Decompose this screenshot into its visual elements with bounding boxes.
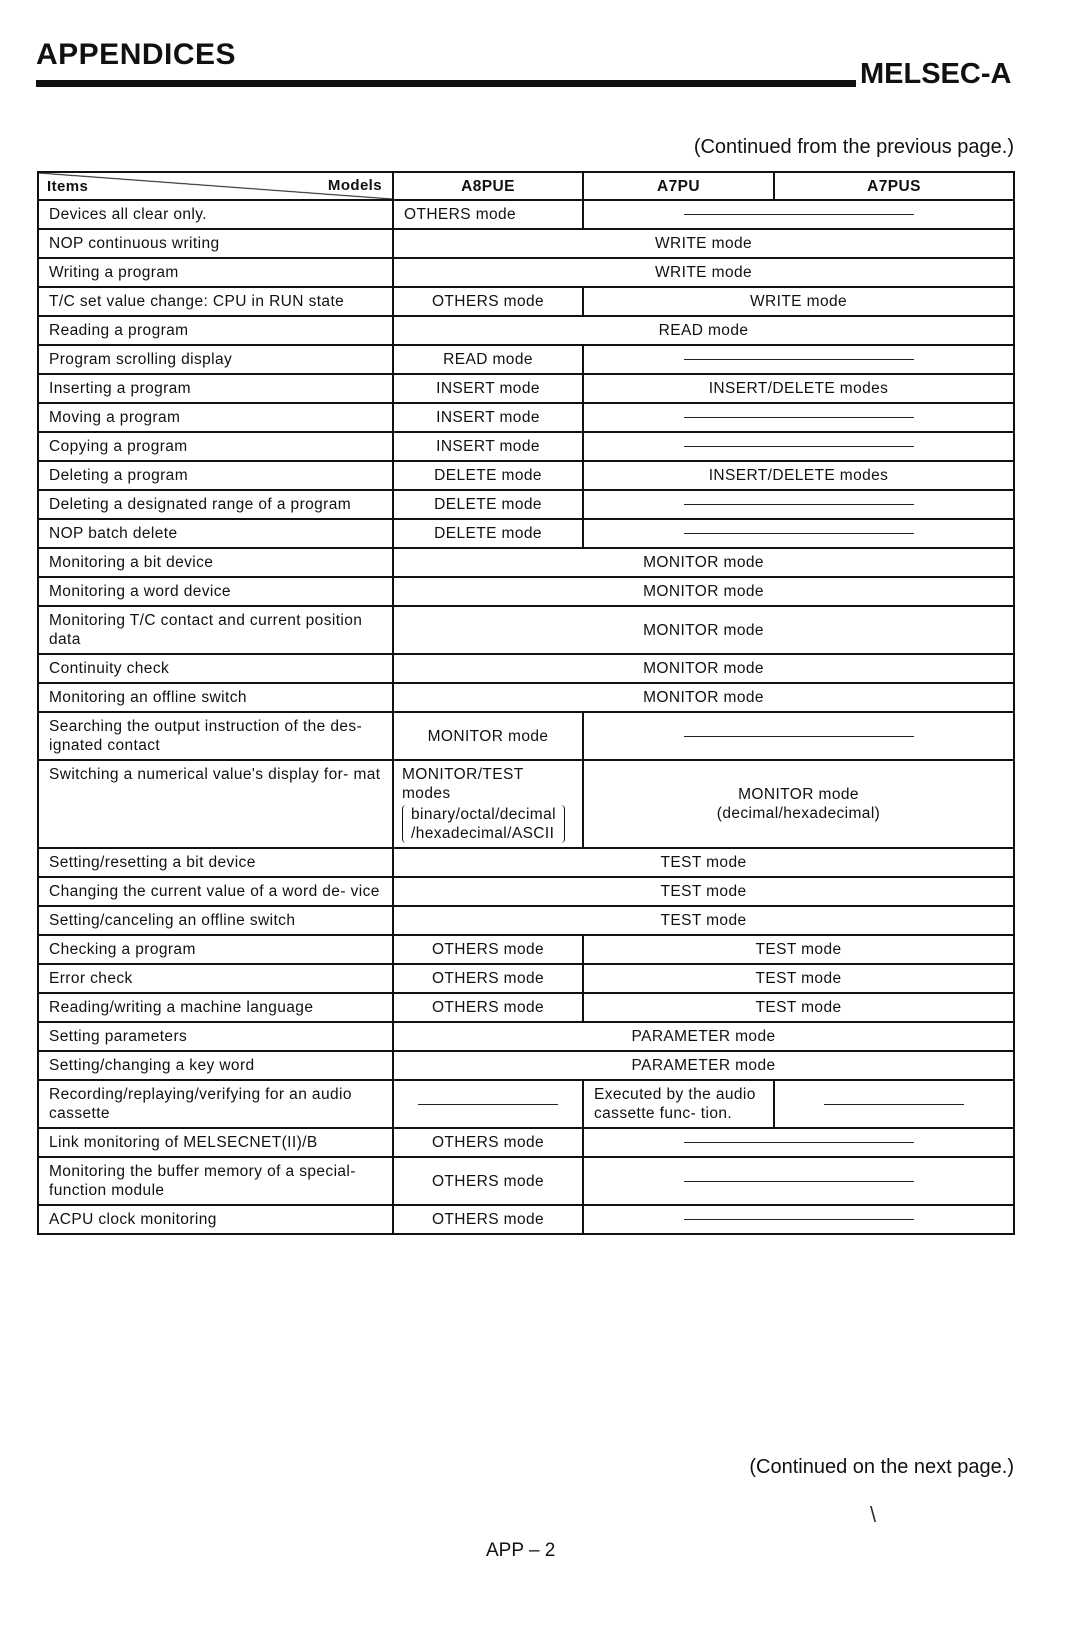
table-row (38, 1128, 1014, 1157)
cell-a7pu: Executed by the audio cassette func- tion. (583, 1080, 774, 1128)
cell-all-models: PARAMETER mode (393, 1022, 1014, 1051)
cell-all-models: TEST mode (393, 877, 1014, 906)
table-row (38, 877, 1014, 906)
cell-all-models: WRITE mode (393, 229, 1014, 258)
cell-a8pue: OTHERS mode (393, 964, 583, 993)
table-row (38, 229, 1014, 258)
row-item: Monitoring the buffer memory of a special- function module (38, 1157, 393, 1205)
table-row (38, 683, 1014, 712)
cell-a7pu-a7pus: INSERT/DELETE modes (583, 374, 1014, 403)
table-row (38, 461, 1014, 490)
row-item: Copying a program (38, 432, 393, 461)
row-item: Continuity check (38, 654, 393, 683)
header-title-appendices: APPENDICES (36, 38, 237, 71)
dash-line (684, 446, 914, 447)
cell-not-applicable (583, 1128, 1014, 1157)
stray-mark: \ (870, 1502, 877, 1527)
dash-line (684, 504, 914, 505)
cell-not-applicable (583, 1205, 1014, 1234)
cell-all-models: MONITOR mode (393, 577, 1014, 606)
cell-not-applicable (583, 1157, 1014, 1205)
dash-line (684, 417, 914, 418)
cell-a7pu-a7pus: WRITE mode (583, 287, 1014, 316)
row-item: Inserting a program (38, 374, 393, 403)
cell-a7pu-a7pus: MONITOR mode (decimal/hexadecimal) (583, 760, 1014, 848)
cell-all-models: MONITOR mode (393, 606, 1014, 654)
table-row (38, 654, 1014, 683)
dash-line (824, 1104, 964, 1105)
cell-a8pue: INSERT mode (393, 403, 583, 432)
cell-all-models: PARAMETER mode (393, 1051, 1014, 1080)
cell-all-models: MONITOR mode (393, 683, 1014, 712)
table-row (38, 1022, 1014, 1051)
row-item: Link monitoring of MELSECNET(II)/B (38, 1128, 393, 1157)
row-item: Monitoring a bit device (38, 548, 393, 577)
row-item: Monitoring a word device (38, 577, 393, 606)
cell-not-applicable (583, 345, 1014, 374)
table-row (38, 1051, 1014, 1080)
page-number: APP – 2 (486, 1540, 556, 1561)
table-row (38, 906, 1014, 935)
table-row (38, 548, 1014, 577)
header-title-melsec: MELSEC-A (860, 58, 1012, 90)
dash-line (684, 736, 914, 737)
cell-a8pue: OTHERS mode (393, 935, 583, 964)
cell-not-applicable (583, 403, 1014, 432)
table-row (38, 316, 1014, 345)
cell-a8pue: OTHERS mode (393, 1157, 583, 1205)
cell-a7pu-a7pus: INSERT/DELETE modes (583, 461, 1014, 490)
row-item: Error check (38, 964, 393, 993)
row-item: Monitoring an offline switch (38, 683, 393, 712)
cell-a8pue: OTHERS mode (393, 200, 583, 229)
table-row (38, 1157, 1014, 1205)
cell-not-applicable (583, 200, 1014, 229)
dash-line (684, 533, 914, 534)
cell-a8pue: MONITOR mode (393, 712, 583, 760)
table-row (38, 432, 1014, 461)
table-row (38, 993, 1014, 1022)
table-row (38, 287, 1014, 316)
corner-models-label: Models (327, 177, 382, 194)
dash-line (684, 359, 914, 360)
dash-line (684, 1142, 914, 1143)
a8pue-line2: modes (402, 785, 451, 802)
cell-a8pue: OTHERS mode (393, 287, 583, 316)
cell-a7pu-a7pus: TEST mode (583, 935, 1014, 964)
row-item: Setting/canceling an offline switch (38, 906, 393, 935)
row-item: Recording/replaying/verifying for an audio cassette (38, 1080, 393, 1128)
a8pue-line1: MONITOR/TEST (402, 766, 524, 783)
cell-a7pu-a7pus: TEST mode (583, 964, 1014, 993)
cell-not-applicable (583, 712, 1014, 760)
row-item: Deleting a program (38, 461, 393, 490)
header-rule (36, 80, 856, 87)
table-row (38, 519, 1014, 548)
cell-a8pue: OTHERS mode (393, 1128, 583, 1157)
table-row (38, 577, 1014, 606)
cell-a8pue: DELETE mode (393, 519, 583, 548)
row-item: ACPU clock monitoring (38, 1205, 393, 1234)
continued-on-note: (Continued on the next page.) (749, 1456, 1014, 1478)
row-item: Switching a numerical value's display for- mat (38, 760, 393, 848)
table-row (38, 964, 1014, 993)
cell-a8pue: OTHERS mode (393, 1205, 583, 1234)
row-item: T/C set value change: CPU in RUN state (38, 287, 393, 316)
table-row (38, 848, 1014, 877)
table-row (38, 760, 1014, 848)
cell-not-applicable (583, 432, 1014, 461)
cell-not-applicable (393, 1080, 583, 1128)
table-row (38, 403, 1014, 432)
col-header-a8pue: A8PUE (393, 172, 583, 200)
cell-all-models: MONITOR mode (393, 654, 1014, 683)
cell-a8pue: DELETE mode (393, 490, 583, 519)
dash-line (418, 1104, 558, 1105)
col-header-a7pu: A7PU (583, 172, 774, 200)
row-item: NOP continuous writing (38, 229, 393, 258)
cell-a8pue: OTHERS mode (393, 993, 583, 1022)
row-item: Moving a program (38, 403, 393, 432)
row-item: Setting/changing a key word (38, 1051, 393, 1080)
row-item: Searching the output instruction of the des- ignated contact (38, 712, 393, 760)
row-item: Devices all clear only. (38, 200, 393, 229)
table-row (38, 935, 1014, 964)
row-item: Changing the current value of a word de- vice (38, 877, 393, 906)
cell-not-applicable (583, 490, 1014, 519)
table-row (38, 374, 1014, 403)
cell-not-applicable (774, 1080, 1014, 1128)
cell-a8pue: INSERT mode (393, 432, 583, 461)
table-row (38, 606, 1014, 654)
row-item: Reading/writing a machine language (38, 993, 393, 1022)
dash-line (684, 1219, 914, 1220)
row-item: Setting/resetting a bit device (38, 848, 393, 877)
cell-all-models: WRITE mode (393, 258, 1014, 287)
dash-line (684, 1181, 914, 1182)
cell-a8pue: DELETE mode (393, 461, 583, 490)
mode-table (37, 171, 1015, 1235)
cell-all-models: TEST mode (393, 906, 1014, 935)
row-item: Reading a program (38, 316, 393, 345)
table-header-row (38, 172, 1014, 200)
col-header-a7pus: A7PUS (774, 172, 1014, 200)
cell-all-models: TEST mode (393, 848, 1014, 877)
row-item: Deleting a designated range of a program (38, 490, 393, 519)
cell-a7pu-a7pus: TEST mode (583, 993, 1014, 1022)
row-item: Monitoring T/C contact and current position data (38, 606, 393, 654)
a8pue-format-bracket: binary/octal/decimal /hexadecimal/ASCII (402, 805, 565, 843)
table-row (38, 1205, 1014, 1234)
cell-all-models: READ mode (393, 316, 1014, 345)
row-item: Checking a program (38, 935, 393, 964)
row-item: Writing a program (38, 258, 393, 287)
cell-a8pue (393, 760, 583, 848)
cell-a8pue: READ mode (393, 345, 583, 374)
cell-not-applicable (583, 519, 1014, 548)
table-row (38, 345, 1014, 374)
table-row (38, 200, 1014, 229)
dash-line (684, 214, 914, 215)
table-row (38, 1080, 1014, 1128)
corner-items-label: Items (47, 178, 89, 195)
table-row (38, 490, 1014, 519)
table-row (38, 258, 1014, 287)
table-row (38, 712, 1014, 760)
row-item: Program scrolling display (38, 345, 393, 374)
row-item: Setting parameters (38, 1022, 393, 1051)
cell-all-models: MONITOR mode (393, 548, 1014, 577)
corner-header (38, 172, 393, 200)
continued-from-note: (Continued from the previous page.) (693, 136, 1014, 158)
row-item: NOP batch delete (38, 519, 393, 548)
cell-a8pue: INSERT mode (393, 374, 583, 403)
